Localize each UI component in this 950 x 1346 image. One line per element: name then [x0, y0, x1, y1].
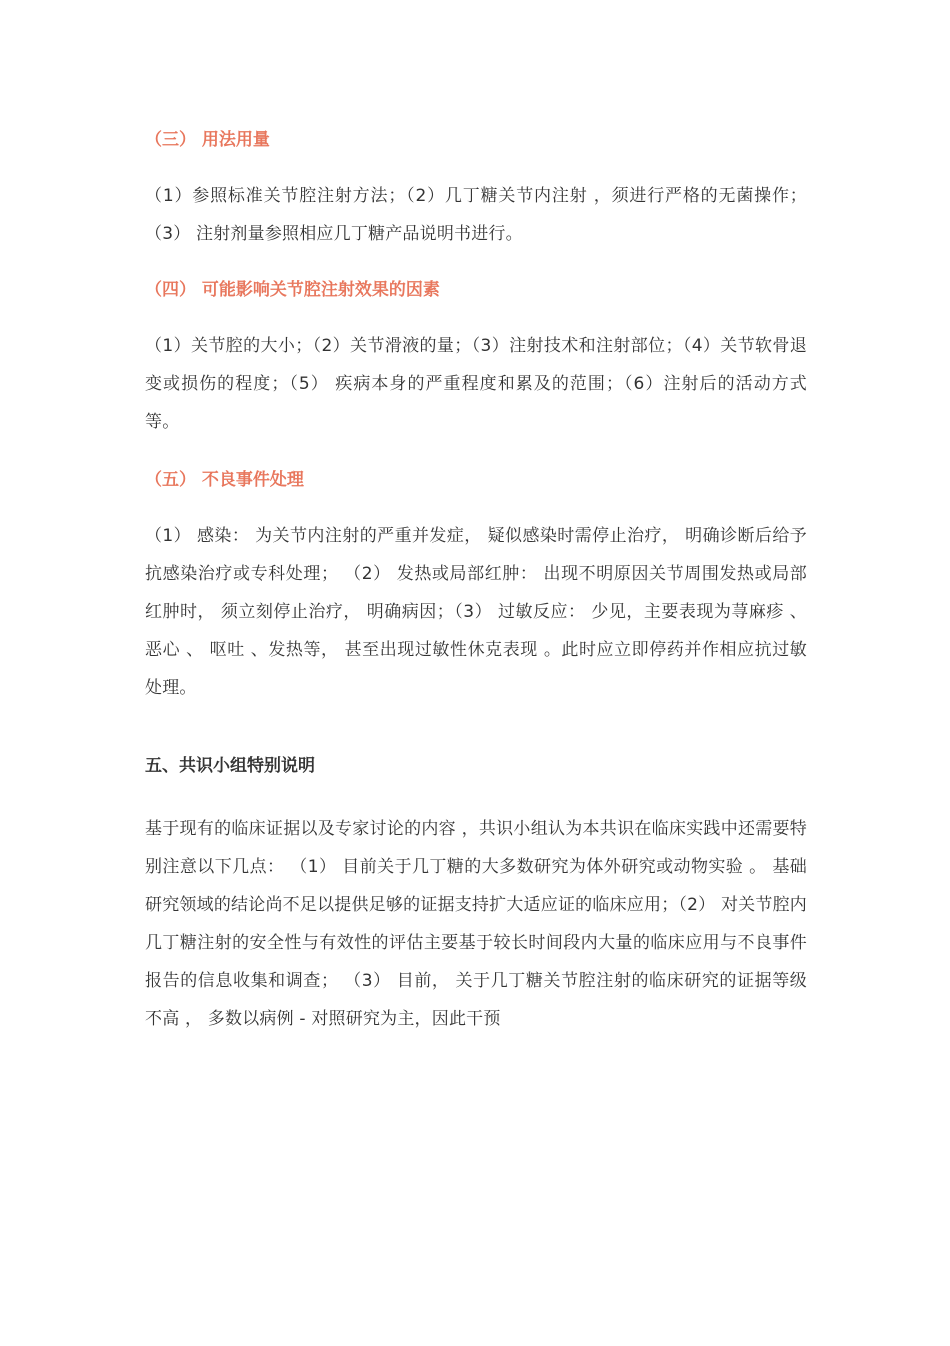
paragraph-adverse-events: （1） 感染： 为关节内注射的严重并发症， 疑似感染时需停止治疗， 明确诊断后给予抗感染治疗或专科处理； （2） 发热或局部红肿： 出现不明原因关节周围发热或局部红肿时， 须立刻停止治疗， 明确病因；（3） 过敏反应： 少见，主要表现为荨麻疹 、恶心 、 呕吐 、发热等， 甚至出现过敏性休克表现 。此时应立即停药并作相应抗过敏处理。	[145, 526, 807, 698]
section-heading-consensus-note: 五、共识小组特别说明	[145, 756, 315, 776]
subheading-usage-dosage: （三） 用法用量	[145, 130, 270, 150]
paragraph-usage-dosage: （1）参照标准关节腔注射方法；（2）几丁糖关节内注射 ，须进行严格的无菌操作； （3） 注射剂量参照相应几丁糖产品说明书进行。	[145, 186, 807, 244]
paragraph-influencing-factors: （1）关节腔的大小；（2）关节滑液的量；（3）注射技术和注射部位；（4）关节软骨退变或损伤的程度；（5） 疾病本身的严重程度和累及的范围；（6）注射后的活动方式等。	[145, 336, 807, 432]
paragraph-consensus-note: 基于现有的临床证据以及专家讨论的内容 ，共识小组认为本共识在临床实践中还需要特别注意以下几点： （1） 目前关于几丁糖的大多数研究为体外研究或动物实验 。 基础研究领域的结论尚不足以提供足够的证据支持扩大适应证的临床应用；（2） 对关节腔内几丁糖注射的安全性与有效性的评估主要基于较长时间段内大量的临床应用与不良事件报告的信息收集和调查； （3） 目前， 关于几丁糖关节腔注射的临床研究的证据等级不高 ， 多数以病例 - 对照研究为主，因此干预	[145, 819, 807, 1029]
subheading-influencing-factors: （四） 可能影响关节腔注射效果的因素	[145, 280, 440, 300]
subheading-adverse-events: （五） 不良事件处理	[145, 470, 304, 490]
